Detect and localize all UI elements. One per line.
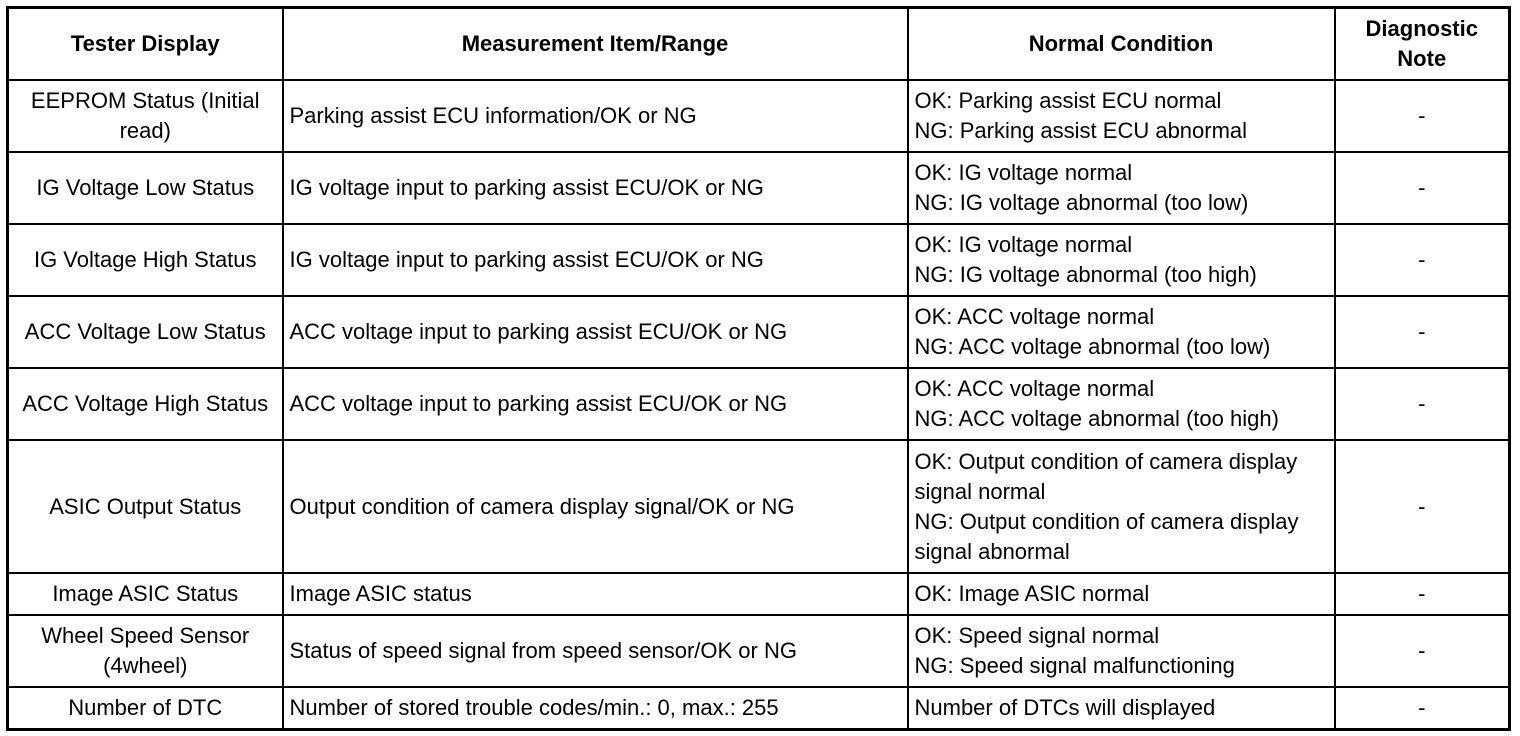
table-row bbox=[8, 687, 1510, 729]
cell-measurement: Output condition of camera display signal/OK or NG bbox=[283, 440, 908, 573]
table-row bbox=[8, 440, 1510, 573]
normal-condition-line: NG: Speed signal malfunctioning bbox=[914, 653, 1235, 678]
normal-condition-line: NG: ACC voltage abnormal (too high) bbox=[914, 406, 1279, 431]
normal-condition-line: OK: IG voltage normal bbox=[914, 160, 1133, 185]
header-tester-display: Tester Display bbox=[8, 8, 283, 81]
cell-tester-display: ACC Voltage Low Status bbox=[8, 296, 283, 368]
cell-diagnostic-note: - bbox=[1335, 687, 1510, 729]
cell-measurement: IG voltage input to parking assist ECU/OK or NG bbox=[283, 152, 908, 224]
normal-condition-line: OK: Output condition of camera display signal normal bbox=[914, 448, 1298, 504]
normal-condition-line: OK: Parking assist ECU normal bbox=[914, 88, 1222, 113]
normal-condition-line: OK: IG voltage normal bbox=[914, 232, 1133, 257]
cell-tester-display: IG Voltage Low Status bbox=[8, 152, 283, 224]
cell-measurement: ACC voltage input to parking assist ECU/OK or NG bbox=[283, 368, 908, 440]
cell-measurement: Image ASIC status bbox=[283, 573, 908, 615]
cell-diagnostic-note: - bbox=[1335, 80, 1510, 152]
cell-measurement: ACC voltage input to parking assist ECU/OK or NG bbox=[283, 296, 908, 368]
cell-diagnostic-note: - bbox=[1335, 440, 1510, 573]
cell-diagnostic-note: - bbox=[1335, 573, 1510, 615]
cell-normal-condition bbox=[908, 687, 1335, 729]
header-diagnostic-note bbox=[1335, 8, 1510, 81]
table-row bbox=[8, 573, 1510, 615]
normal-condition-line: NG: IG voltage abnormal (too high) bbox=[914, 262, 1257, 287]
cell-tester-display: EEPROM Status (Initial read) bbox=[8, 80, 283, 152]
table-row bbox=[8, 296, 1510, 368]
cell-tester-display: Number of DTC bbox=[8, 687, 283, 729]
table-row bbox=[8, 368, 1510, 440]
cell-tester-display: Image ASIC Status bbox=[8, 573, 283, 615]
cell-measurement: Number of stored trouble codes/min.: 0, max.: 255 bbox=[283, 687, 908, 729]
cell-normal-condition bbox=[908, 615, 1335, 687]
normal-condition-line: OK: ACC voltage normal bbox=[914, 376, 1155, 401]
cell-tester-display: ACC Voltage High Status bbox=[8, 368, 283, 440]
table-row bbox=[8, 224, 1510, 296]
data-list-sheet bbox=[6, 6, 1508, 731]
cell-measurement: Status of speed signal from speed sensor/OK or NG bbox=[283, 615, 908, 687]
cell-diagnostic-note: - bbox=[1335, 152, 1510, 224]
normal-condition-line: NG: Output condition of camera display signal abnormal bbox=[914, 508, 1299, 564]
normal-condition-line: OK: Speed signal normal bbox=[914, 623, 1160, 648]
data-list-table bbox=[6, 6, 1511, 731]
cell-normal-condition bbox=[908, 152, 1335, 224]
cell-normal-condition bbox=[908, 440, 1335, 573]
cell-normal-condition bbox=[908, 573, 1335, 615]
normal-condition-line: OK: ACC voltage normal bbox=[914, 304, 1155, 329]
table-header-row bbox=[8, 8, 1510, 81]
cell-tester-display: IG Voltage High Status bbox=[8, 224, 283, 296]
cell-normal-condition bbox=[908, 224, 1335, 296]
header-diagnostic-note-line1: Diagnostic bbox=[1365, 16, 1478, 41]
table-row bbox=[8, 615, 1510, 687]
header-diagnostic-note-line2: Note bbox=[1397, 46, 1447, 71]
cell-normal-condition bbox=[908, 80, 1335, 152]
header-normal-condition: Normal Condition bbox=[908, 8, 1335, 81]
header-measurement: Measurement Item/Range bbox=[283, 8, 908, 81]
normal-condition-line: OK: Image ASIC normal bbox=[914, 581, 1150, 606]
cell-measurement: IG voltage input to parking assist ECU/OK or NG bbox=[283, 224, 908, 296]
cell-diagnostic-note: - bbox=[1335, 368, 1510, 440]
cell-diagnostic-note: - bbox=[1335, 615, 1510, 687]
table-row bbox=[8, 80, 1510, 152]
normal-condition-line: NG: Parking assist ECU abnormal bbox=[914, 118, 1248, 143]
cell-normal-condition bbox=[908, 296, 1335, 368]
table-row bbox=[8, 152, 1510, 224]
cell-tester-display: ASIC Output Status bbox=[8, 440, 283, 573]
cell-normal-condition bbox=[908, 368, 1335, 440]
cell-tester-display: Wheel Speed Sensor (4wheel) bbox=[8, 615, 283, 687]
normal-condition-line: NG: IG voltage abnormal (too low) bbox=[914, 190, 1249, 215]
cell-measurement: Parking assist ECU information/OK or NG bbox=[283, 80, 908, 152]
cell-diagnostic-note: - bbox=[1335, 296, 1510, 368]
cell-diagnostic-note: - bbox=[1335, 224, 1510, 296]
normal-condition-line: Number of DTCs will displayed bbox=[914, 694, 1216, 720]
normal-condition-line: NG: ACC voltage abnormal (too low) bbox=[914, 334, 1271, 359]
